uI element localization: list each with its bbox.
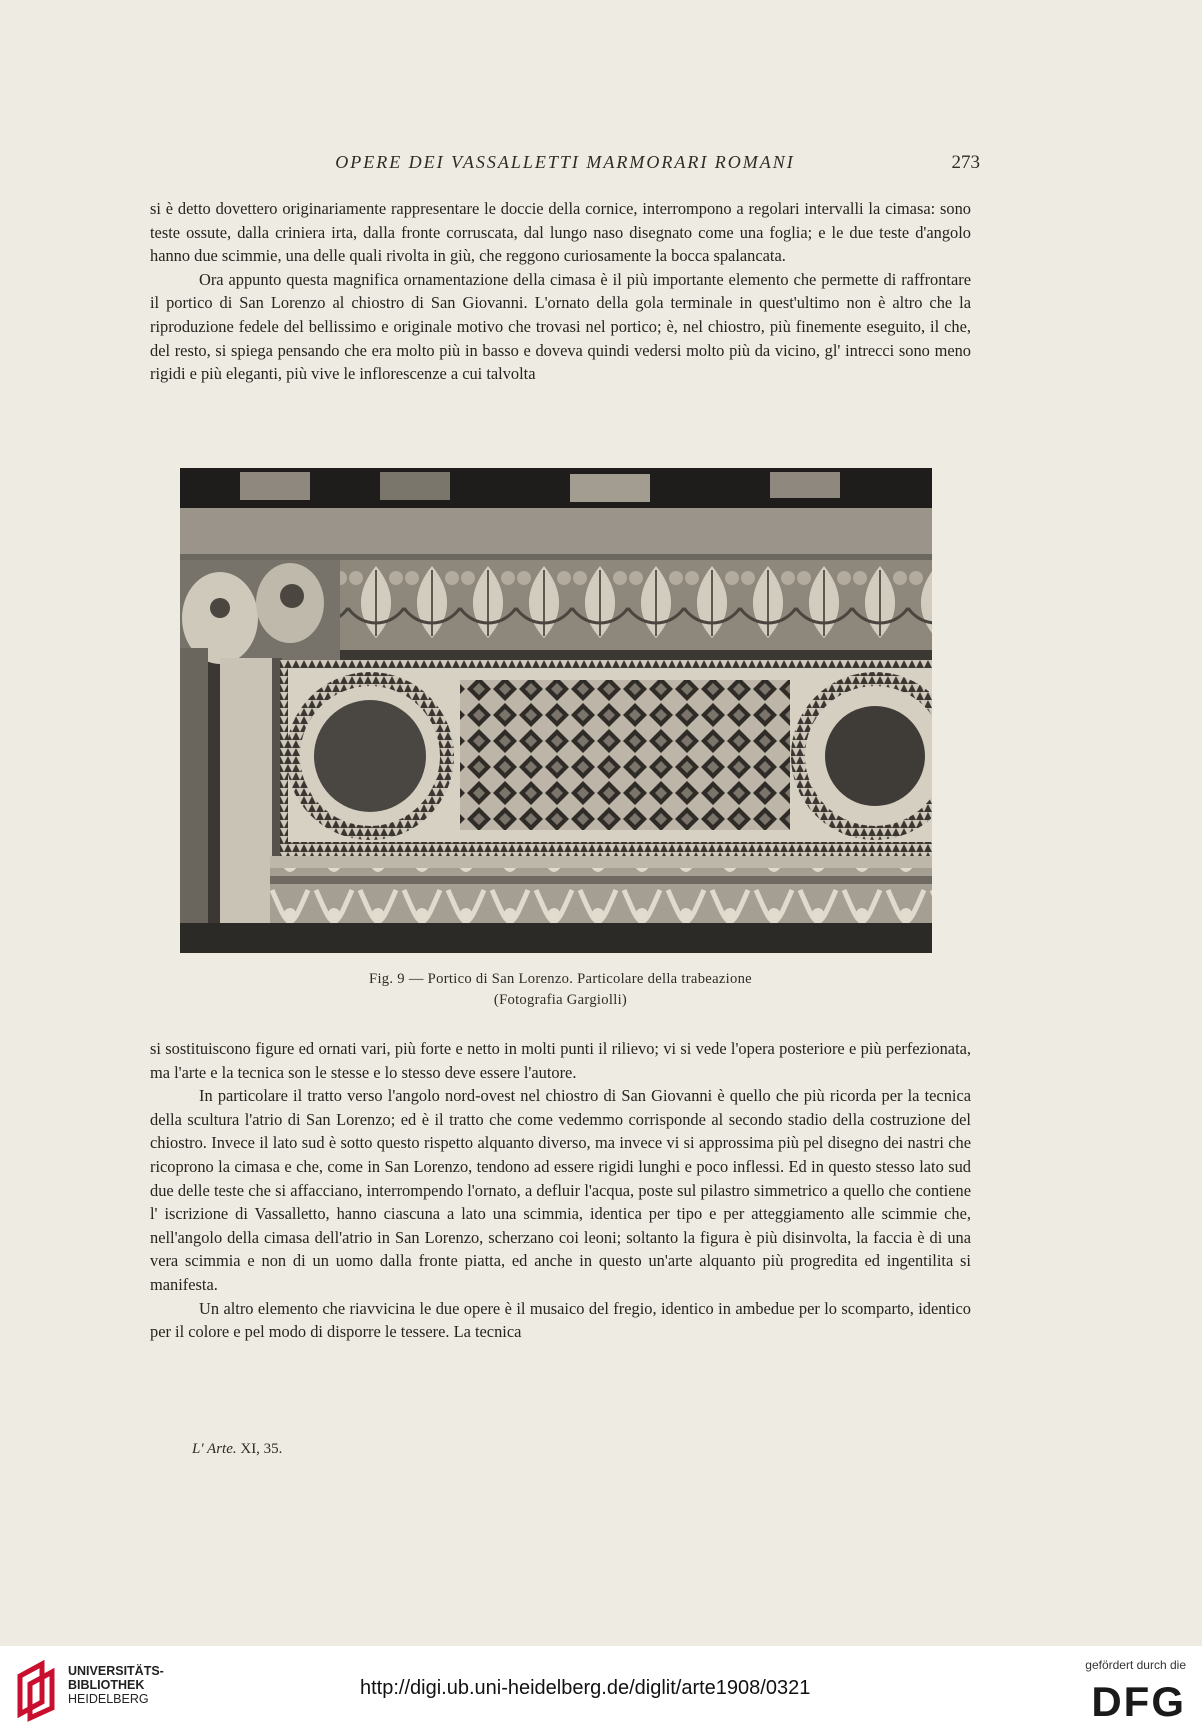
library-name <box>68 1664 164 1706</box>
body-text-bottom <box>150 1037 971 1344</box>
dfg-logo: DFG <box>1091 1678 1186 1725</box>
library-name-line: HEIDELBERG <box>68 1692 149 1706</box>
running-head <box>150 152 980 180</box>
journal-name: L' Arte. <box>192 1441 237 1457</box>
paragraph: si sostituiscono figure ed ornati vari, più forte e netto in molti punti il rilievo; vi si vede l'opera posteriore e più perfezionata, ma l'arte e la tecnica son le stesse e lo stesso deve essere l'autore. <box>150 1039 971 1082</box>
paragraph: Un altro elemento che riavvicina le due opere è il musaico del fregio, identico in ambedue per lo scomparto, identico per il colore e pel modo di disporre le tessere. La tecnica <box>150 1298 971 1342</box>
figure-photograph-trabeation <box>180 468 932 953</box>
body-text-top <box>150 197 971 386</box>
library-name-line: UNIVERSITÄTS- <box>68 1664 164 1678</box>
paragraph: si è detto dovettero originariamente rappresentare le doccie della cornice, interrompono a regolari intervalli la cimasa: sono teste ossute, dalla criniera irta, dalla fronte corruscata, dal lungo naso disegnato come una foglia; e le due teste d'angolo hanno due scimmie, una delle quali rivolta in giù, che reggono curiosamente la bocca spalancata. <box>150 199 971 266</box>
paragraph: Ora appunto questa magnifica ornamentazione della cimasa è il più importante elemento che permette di raffrontare il portico di San Lorenzo al chiostro di San Giovanni. L'ornato della gola terminale in quest'ultimo non è altro che la riproduzione fedele del bellissimo e originale motivo che trovasi nel portico; è, nel chiostro, più finemente eseguito, il che, del resto, si spiega pensando che era molto più in basso e doveva quindi vedersi molto più da vicino, gl' intrecci sono meno rigidi e più eleganti, più vive le inflorescenze a cui talvolta <box>150 269 971 384</box>
permalink[interactable]: http://digi.ub.uni-heidelberg.de/diglit/arte1908/0321 <box>360 1677 811 1699</box>
volume-number: XI, 35. <box>240 1441 283 1457</box>
paragraph: In particolare il tratto verso l'angolo nord-ovest nel chiostro di San Giovanni è quello che più ricorda per la tecnica della scultura l'atrio di San Lorenzo; ed è il tratto che come vedemmo corrisponde al secondo stadio della costruzione del chiostro. Invece il lato sud è sotto questo rispetto alquanto diverso, ma invece vi si approssima più pel disegno dei nastri che ricoprono la cimasa e che, come in San Lorenzo, tendono ad essere rigidi lunghi e poco inflessi. Ed in questo stesso lato sud due delle teste che si affacciano, interrompendo l'ornato, a defluir l'acqua, poste sul pilastro simmetrico a quello che contiene l' iscrizione di Vassalletto, hanno ciascuna a lato una scimmia, identica per tipo e per atteggiamento alle scimmie che, nell'angolo della cimasa dell'atrio in San Lorenzo, scherzano coi leoni; soltanto la figura è più disinvolta, la faccia è di una vera scimmia e non di un uomo dalla fronte piatta, ed anche in questo un'arte alquanto più progredita ed ingentilita si manifesta. <box>150 1086 971 1294</box>
university-library-logo-icon <box>12 1660 58 1722</box>
page-number: 273 <box>951 152 980 173</box>
figure-caption: Fig. 9 — Portico di San Lorenzo. Particolare della trabeazione <box>369 971 752 987</box>
library-name-line: BIBLIOTHEK <box>68 1678 145 1692</box>
signature-mark <box>192 1441 282 1458</box>
figure-credit: (Fotografia Gargiolli) <box>493 992 628 1008</box>
footer-bar <box>0 1646 1202 1733</box>
funded-by-label: gefördert durch die <box>1085 1658 1186 1672</box>
running-title: OPERE DEI VASSALLETTI MARMORARI ROMANI <box>335 152 795 172</box>
frieze-photo <box>180 468 932 953</box>
